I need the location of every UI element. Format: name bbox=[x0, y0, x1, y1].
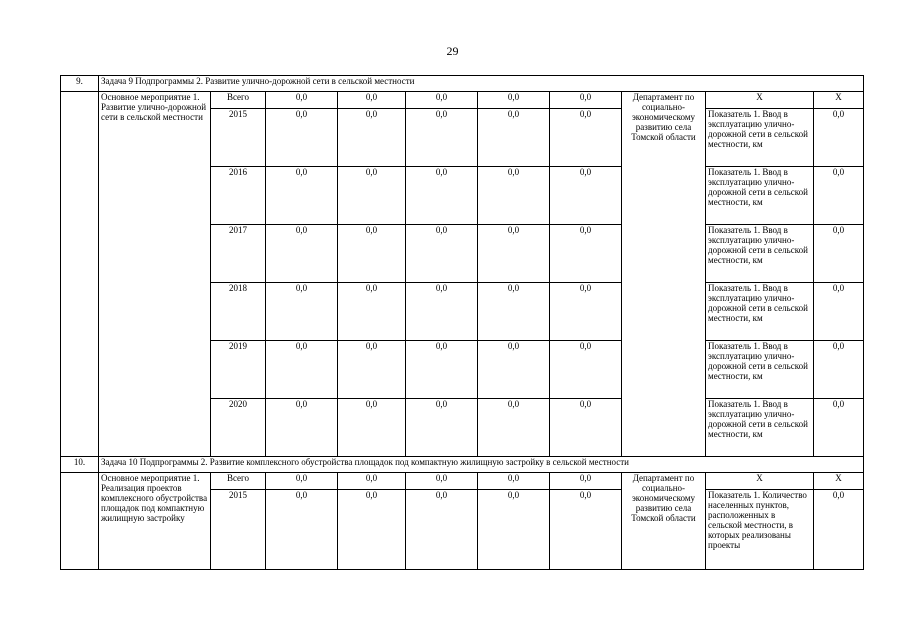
indicator-cell: Показатель 1. Ввод в эксплуатацию улично-дорожной сети в сельской местности, км bbox=[706, 109, 814, 167]
total-value: 0,0 bbox=[478, 92, 550, 109]
page-number: 29 bbox=[446, 44, 459, 58]
total-row bbox=[61, 473, 864, 490]
value-cell: 0,0 bbox=[338, 109, 406, 167]
year-cell: 2020 bbox=[211, 399, 266, 457]
total-value: 0,0 bbox=[550, 92, 622, 109]
value-cell: 0,0 bbox=[478, 341, 550, 399]
value-cell: 0,0 bbox=[338, 399, 406, 457]
value-cell: 0,0 bbox=[406, 109, 478, 167]
measure-name: Основное мероприятие 1. Развитие улично-дорожной сети в сельской местности bbox=[99, 92, 211, 457]
value-cell: 0,0 bbox=[478, 109, 550, 167]
indicator-value: 0,0 bbox=[814, 167, 864, 225]
total-value: 0,0 bbox=[266, 92, 338, 109]
total-value: 0,0 bbox=[406, 92, 478, 109]
value-cell: 0,0 bbox=[550, 341, 622, 399]
indicator-cell: Показатель 1. Ввод в эксплуатацию улично-дорожной сети в сельской местности, км bbox=[706, 341, 814, 399]
value-cell: 0,0 bbox=[478, 399, 550, 457]
total-label: Всего bbox=[211, 473, 266, 490]
indicator-cell: Показатель 1. Ввод в эксплуатацию улично-дорожной сети в сельской местности, км bbox=[706, 167, 814, 225]
value-cell: 0,0 bbox=[266, 225, 338, 283]
indicator-value-header: Х bbox=[814, 92, 864, 109]
indicator-value: 0,0 bbox=[814, 225, 864, 283]
value-cell: 0,0 bbox=[550, 490, 622, 570]
value-cell: 0,0 bbox=[550, 109, 622, 167]
indicator-header: Х bbox=[706, 92, 814, 109]
indicator-value-header: Х bbox=[814, 473, 864, 490]
year-cell: 2017 bbox=[211, 225, 266, 283]
value-cell: 0,0 bbox=[338, 283, 406, 341]
indicator-cell: Показатель 1. Ввод в эксплуатацию улично-дорожной сети в сельской местности, км bbox=[706, 399, 814, 457]
task-title: Задача 10 Подпрограммы 2. Развитие комплексного обустройства площадок под компактную жилищную застройку в сельской местности bbox=[99, 457, 864, 473]
total-label: Всего bbox=[211, 92, 266, 109]
value-cell: 0,0 bbox=[266, 167, 338, 225]
value-cell: 0,0 bbox=[550, 283, 622, 341]
total-value: 0,0 bbox=[550, 473, 622, 490]
total-value: 0,0 bbox=[266, 473, 338, 490]
value-cell: 0,0 bbox=[406, 283, 478, 341]
value-cell: 0,0 bbox=[550, 399, 622, 457]
task-number: 10. bbox=[61, 457, 99, 473]
program-table bbox=[60, 75, 864, 570]
blank-cell bbox=[61, 92, 99, 457]
value-cell: 0,0 bbox=[266, 283, 338, 341]
value-cell: 0,0 bbox=[550, 167, 622, 225]
indicator-value: 0,0 bbox=[814, 490, 864, 570]
task-number: 9. bbox=[61, 76, 99, 92]
department: Департамент по социально-экономическому развитию села Томской области bbox=[622, 473, 706, 570]
value-cell: 0,0 bbox=[338, 225, 406, 283]
value-cell: 0,0 bbox=[478, 283, 550, 341]
indicator-value: 0,0 bbox=[814, 341, 864, 399]
total-value: 0,0 bbox=[338, 92, 406, 109]
value-cell: 0,0 bbox=[406, 225, 478, 283]
total-value: 0,0 bbox=[478, 473, 550, 490]
value-cell: 0,0 bbox=[338, 341, 406, 399]
indicator-header: Х bbox=[706, 473, 814, 490]
value-cell: 0,0 bbox=[338, 167, 406, 225]
blank-cell bbox=[61, 473, 99, 570]
value-cell: 0,0 bbox=[338, 490, 406, 570]
indicator-value: 0,0 bbox=[814, 283, 864, 341]
indicator-cell: Показатель 1. Количество населенных пунктов, расположенных в сельской местности, в которых реализованы проекты bbox=[706, 490, 814, 570]
measure-name: Основное мероприятие 1. Реализация проектов комплексного обустройства площадок под компактную жилищную застройку bbox=[99, 473, 211, 570]
task-title: Задача 9 Подпрограммы 2. Развитие улично-дорожной сети в сельской местности bbox=[99, 76, 864, 92]
year-cell: 2018 bbox=[211, 283, 266, 341]
total-value: 0,0 bbox=[338, 473, 406, 490]
total-value: 0,0 bbox=[406, 473, 478, 490]
value-cell: 0,0 bbox=[478, 225, 550, 283]
year-cell: 2016 bbox=[211, 167, 266, 225]
value-cell: 0,0 bbox=[550, 225, 622, 283]
year-cell: 2019 bbox=[211, 341, 266, 399]
indicator-value: 0,0 bbox=[814, 109, 864, 167]
value-cell: 0,0 bbox=[266, 399, 338, 457]
value-cell: 0,0 bbox=[478, 167, 550, 225]
value-cell: 0,0 bbox=[406, 399, 478, 457]
value-cell: 0,0 bbox=[266, 341, 338, 399]
total-row bbox=[61, 92, 864, 109]
value-cell: 0,0 bbox=[406, 341, 478, 399]
indicator-cell: Показатель 1. Ввод в эксплуатацию улично-дорожной сети в сельской местности, км bbox=[706, 283, 814, 341]
task-row bbox=[61, 76, 864, 92]
value-cell: 0,0 bbox=[478, 490, 550, 570]
value-cell: 0,0 bbox=[406, 490, 478, 570]
year-cell: 2015 bbox=[211, 109, 266, 167]
year-cell: 2015 bbox=[211, 490, 266, 570]
indicator-cell: Показатель 1. Ввод в эксплуатацию улично-дорожной сети в сельской местности, км bbox=[706, 225, 814, 283]
task-row bbox=[61, 457, 864, 473]
value-cell: 0,0 bbox=[266, 490, 338, 570]
value-cell: 0,0 bbox=[406, 167, 478, 225]
indicator-value: 0,0 bbox=[814, 399, 864, 457]
department: Департамент по социально-экономическому развитию села Томской области bbox=[622, 92, 706, 457]
value-cell: 0,0 bbox=[266, 109, 338, 167]
